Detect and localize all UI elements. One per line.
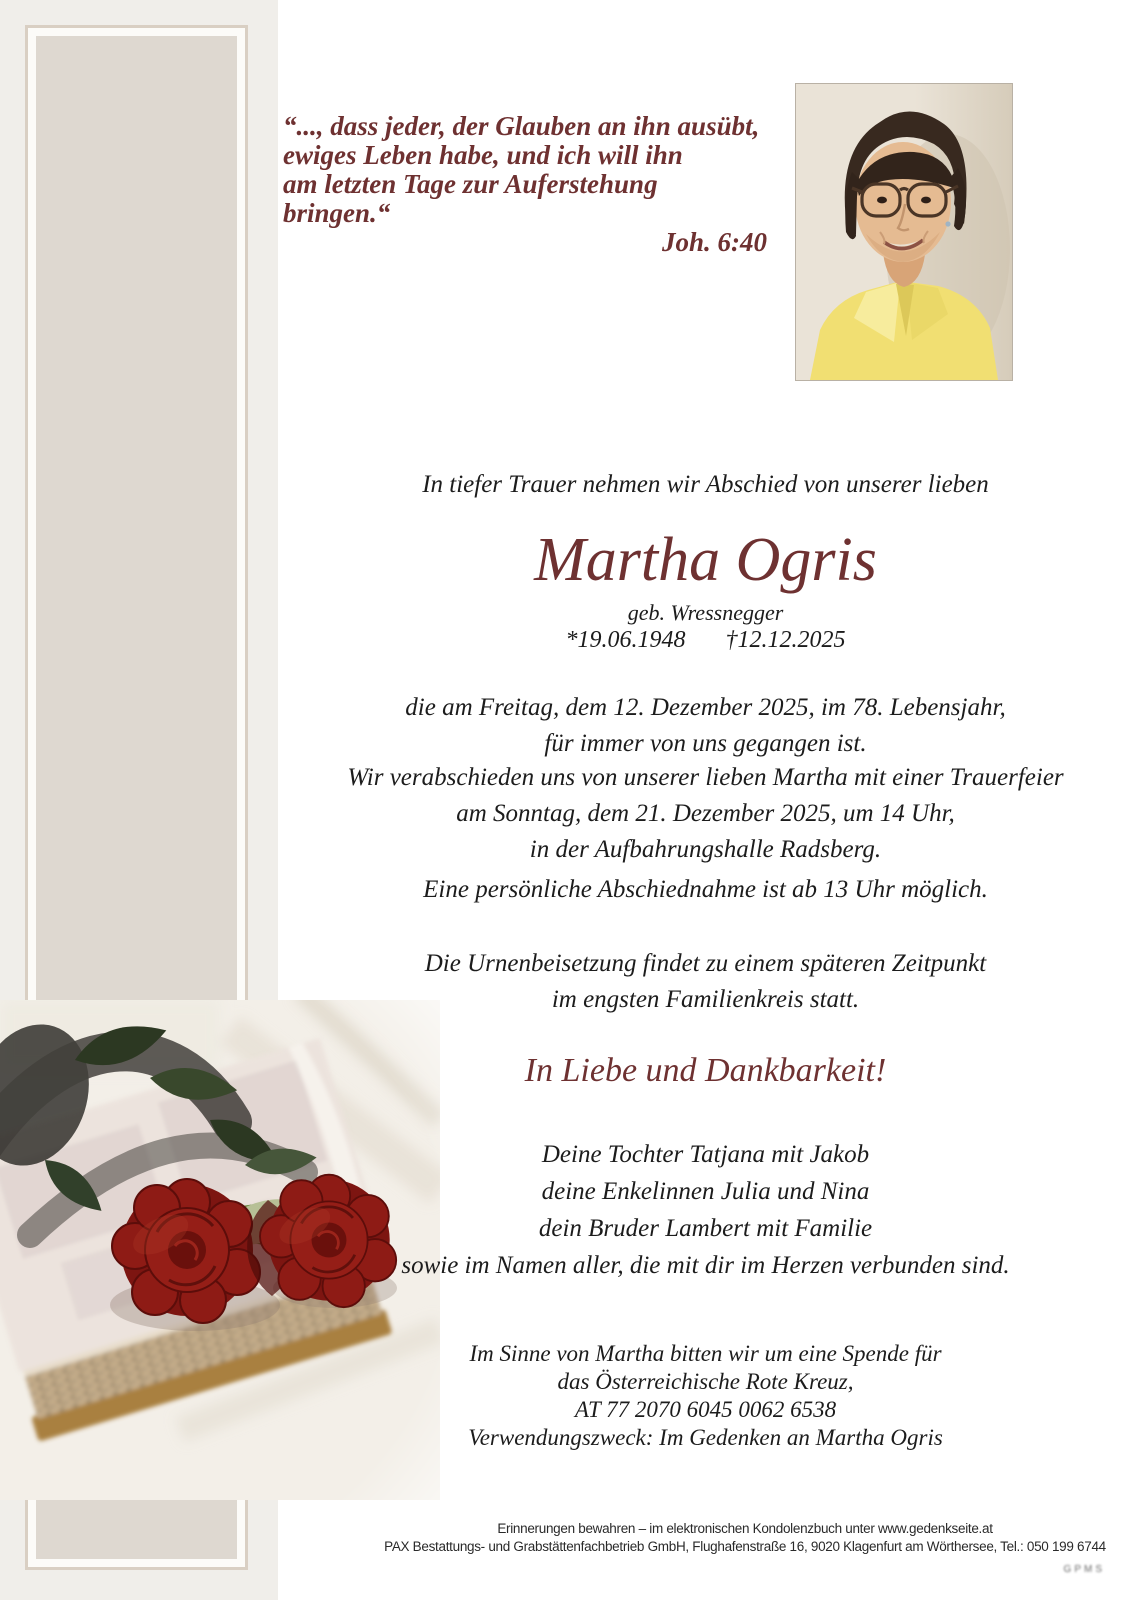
text-line: die am Freitag, dem 12. Dezember 2025, im 78. Lebensjahr, [405, 694, 1006, 721]
text-line: im engsten Familienkreis statt. [551, 986, 860, 1013]
donation-line: das Österreichische Rote Kreuz, [557, 1369, 854, 1394]
mourner-line: sowie im Namen aller, die mit dir im Herzen verbunden sind. [401, 1252, 1010, 1279]
donation-iban: AT 77 2070 6045 0062 6538 [574, 1397, 837, 1422]
text-line: Die Urnenbeisetzung findet zu einem späteren Zeitpunkt [424, 950, 987, 977]
donation-request [278, 1340, 1133, 1452]
farewell-paragraph [278, 760, 1133, 868]
condolence-book-line: Erinnerungen bewahren – im elektronischen Kondolenzbuch unter www.gedenkseite.at [497, 1521, 993, 1536]
quote-line: “..., dass jeder, der Glauben an ihn ausübt, [283, 111, 760, 141]
watermark: GPMS [1063, 1564, 1105, 1575]
urn-paragraph [278, 946, 1133, 1018]
birth-date: *19.06.1948 [565, 627, 686, 653]
text-line: in der Aufbahrungshalle Radsberg. [529, 836, 882, 863]
mourners-list [278, 1136, 1133, 1284]
mourner-line: deine Enkelinnen Julia und Nina [541, 1178, 870, 1205]
deceased-name: Martha Ogris [534, 526, 877, 594]
maiden-name: geb. Wressnegger [627, 600, 784, 625]
passing-paragraph [278, 690, 1133, 762]
donation-line: Verwendungszweck: Im Gedenken an Martha Ogris [468, 1425, 943, 1450]
portrait-photo [795, 83, 1013, 381]
portrait-illustration [796, 84, 1012, 380]
life-dates [278, 626, 1133, 654]
closing-line: In Liebe und Dankbarkeit! [524, 1052, 887, 1089]
quote-line: ewiges Leben habe, und ich will ihn [283, 140, 683, 170]
donation-line: Im Sinne von Martha bitten wir um eine Spende für [469, 1341, 942, 1366]
funeral-home-line: PAX Bestattungs- und Grabstättenfachbetrieb GmbH, Flughafenstraße 16, 9020 Klagenfurt am Wörthersee, Tel.: 050 199 6744 [384, 1538, 1106, 1554]
text-line: für immer von uns gegangen ist. [544, 730, 867, 757]
mourner-line: dein Bruder Lambert mit Familie [538, 1215, 873, 1242]
text-line: Wir verabschieden uns von unserer lieben Martha mit einer Trauerfeier [347, 764, 1064, 791]
intro-line: In tiefer Trauer nehmen wir Abschied von unserer lieben [422, 471, 989, 498]
scripture-quote [283, 112, 767, 257]
quote-citation: Joh. 6:40 [661, 227, 767, 257]
text-line: am Sonntag, dem 21. Dezember 2025, um 14 Uhr, [456, 800, 955, 827]
quote-line: am letzten Tage zur Auferstehung bringen.“ [283, 169, 658, 228]
mourner-line: Deine Tochter Tatjana mit Jakob [541, 1141, 870, 1168]
death-date: †12.12.2025 [725, 627, 846, 653]
viewing-paragraph: Eine persönliche Abschiednahme ist ab 13 Uhr möglich. [423, 876, 988, 903]
funeral-home-footer [330, 1520, 1133, 1555]
